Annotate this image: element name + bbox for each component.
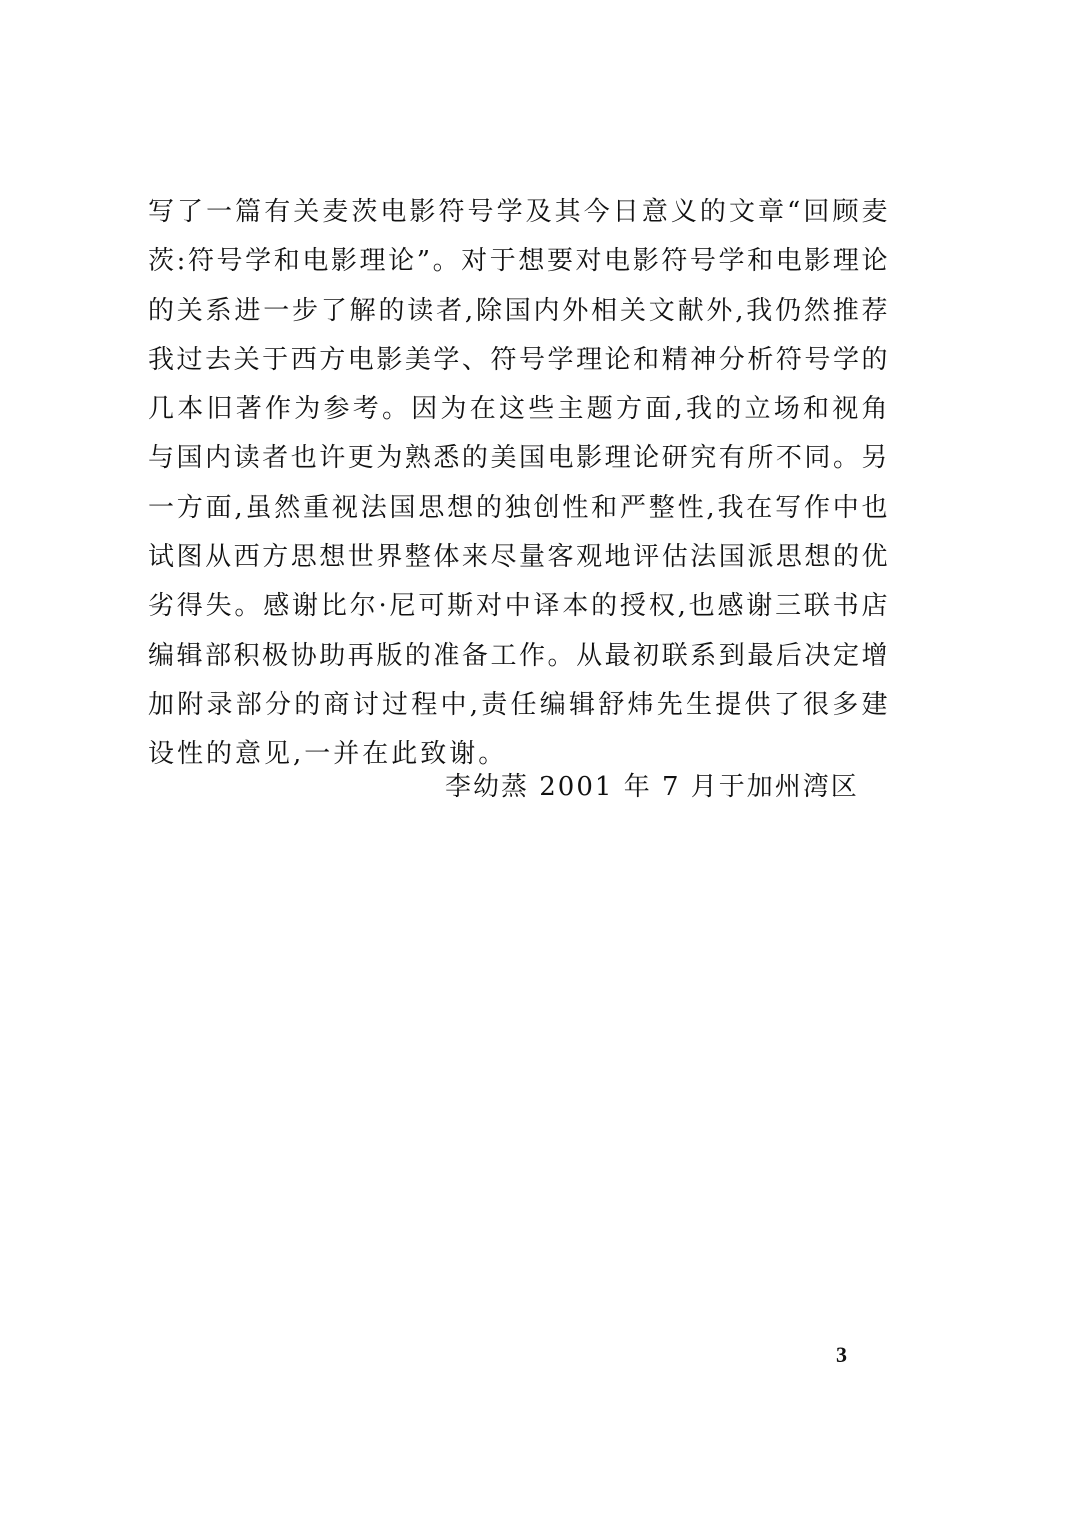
author-signature-line: 李幼蒸 2001 年 7 月于加州湾区: [445, 772, 859, 802]
body-line: 试图从西方思想世界整体来尽量客观地评估法国派思想的优: [148, 542, 888, 573]
body-line: 的关系进一步了解的读者,除国内外相关文献外,我仍然推荐: [148, 295, 888, 326]
body-line: 加附录部分的商讨过程中,责任编辑舒炜先生提供了很多建: [148, 689, 888, 720]
body-line: 编辑部积极协助再版的准备工作。从最初联系到最后决定增: [148, 640, 888, 671]
body-line: 写了一篇有关麦茨电影符号学及其今日意义的文章“回顾麦: [148, 197, 888, 227]
body-line: 劣得失。感谢比尔·尼可斯对中译本的授权,也感谢三联书店: [148, 591, 888, 622]
page-number: 3: [836, 1342, 847, 1367]
body-line: 与国内读者也许更为熟悉的美国电影理论研究有所不同。另: [148, 443, 888, 474]
body-text: [148, 188, 888, 780]
body-line: 几本旧著作为参考。因为在这些主题方面,我的立场和视角: [148, 394, 888, 425]
body-line: 我过去关于西方电影美学、符号学理论和精神分析符号学的: [148, 344, 888, 375]
body-line: 茨:符号学和电影理论”。对于想要对电影符号学和电影理论: [148, 246, 888, 277]
body-line: 一方面,虽然重视法国思想的独创性和严整性,我在写作中也: [148, 492, 888, 523]
body-line: 设性的意见,一并在此致谢。: [148, 739, 508, 770]
